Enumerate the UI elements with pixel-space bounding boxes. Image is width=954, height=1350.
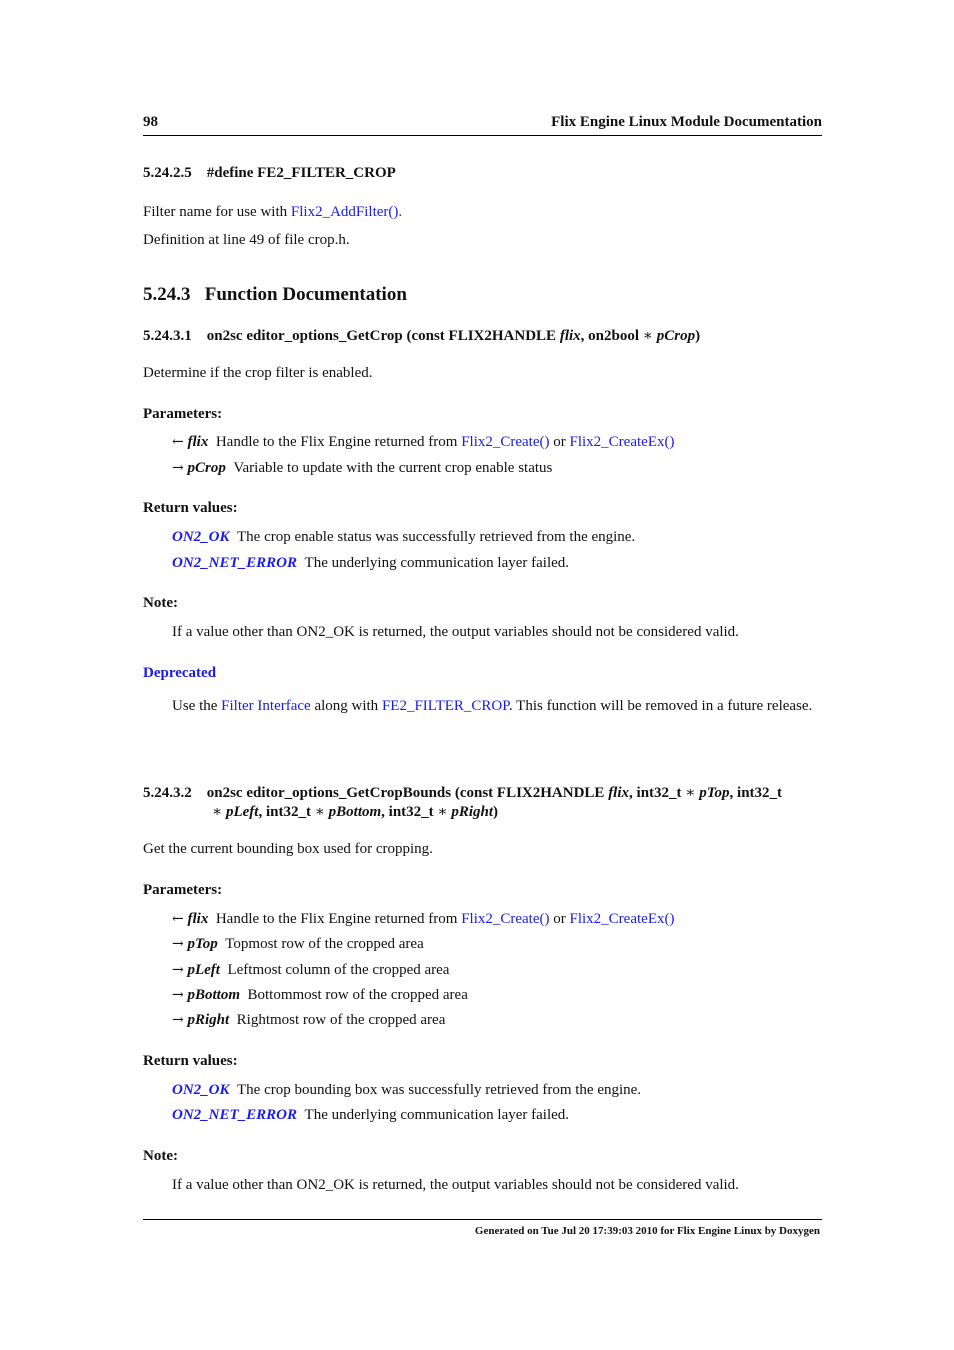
sig-param-pleft: pLeft bbox=[225, 804, 259, 820]
return-text: The underlying communication layer failed. bbox=[304, 1107, 570, 1123]
getcrop-note-text: If a value other than ON2_OK is returned, the output variables should not be considered valid. bbox=[172, 624, 739, 640]
getcropbounds-return-ok bbox=[172, 1082, 641, 1099]
out-arrow-icon: → bbox=[172, 460, 184, 476]
fe2-filter-crop-link[interactable]: FE2_FILTER_CROP bbox=[381, 698, 509, 714]
sig-mid: , int32_t bbox=[629, 785, 686, 801]
getcropbounds-note-heading: Note: bbox=[143, 1148, 178, 1164]
getcropbounds-param-pbottom bbox=[172, 987, 468, 1004]
getcropbounds-param-pright bbox=[172, 1012, 445, 1029]
getcrop-sig-mid: , on2bool bbox=[580, 328, 643, 344]
define-number: 5.24.2.5 bbox=[143, 165, 192, 181]
out-arrow-icon: → bbox=[172, 936, 184, 952]
getcrop-description: Determine if the crop filter is enabled. bbox=[143, 365, 373, 381]
sig-mid: , int32_t bbox=[381, 804, 438, 820]
param-text: Variable to update with the current crop enable status bbox=[233, 460, 553, 476]
sig-star: ∗ bbox=[685, 785, 696, 801]
sig-param-pbottom: pBottom bbox=[328, 804, 382, 820]
param-name: pBottom bbox=[187, 987, 240, 1003]
sig-star: ∗ bbox=[437, 804, 448, 820]
page-number: 98 bbox=[143, 114, 158, 130]
getcrop-note-heading: Note: bbox=[143, 595, 178, 611]
definition-line: Definition at line 49 of file crop.h. bbox=[143, 232, 350, 248]
on2-ok-link[interactable]: ON2_OK bbox=[172, 1082, 230, 1098]
getcropbounds-return-net-error bbox=[172, 1107, 569, 1124]
getcropbounds-number: 5.24.3.2 bbox=[143, 785, 192, 801]
deprecated-post: . This function will be removed in a future release. bbox=[508, 698, 813, 714]
running-title: Flix Engine Linux Module Documentation bbox=[551, 114, 822, 130]
getcropbounds-param-flix bbox=[172, 911, 674, 928]
getcrop-params-heading: Parameters: bbox=[143, 406, 223, 422]
on2-net-error-link[interactable]: ON2_NET_ERROR bbox=[172, 1107, 298, 1123]
getcrop-return-ok bbox=[172, 529, 635, 546]
sig-param-ptop: pTop bbox=[699, 785, 730, 801]
sig-prefix: on2sc editor_options_GetCropBounds (const FLIX2HANDLE bbox=[206, 785, 609, 801]
param-name: pCrop bbox=[187, 460, 226, 476]
getcrop-sig-param-flix: flix bbox=[559, 328, 581, 344]
param-text: Leftmost column of the cropped area bbox=[227, 962, 450, 978]
param-text: Handle to the Flix Engine returned from bbox=[215, 434, 462, 450]
param-text: Topmost row of the cropped area bbox=[225, 936, 424, 952]
flix2-create-link[interactable]: Flix2_Create() bbox=[461, 434, 550, 450]
return-text: The crop enable status was successfully retrieved from the engine. bbox=[237, 529, 636, 545]
in-arrow-icon: ← bbox=[172, 434, 184, 450]
getcropbounds-signature-line2 bbox=[212, 802, 498, 821]
filter-interface-link[interactable]: Filter Interface bbox=[221, 698, 311, 714]
param-or: or bbox=[549, 911, 570, 927]
sig-end: ) bbox=[493, 804, 499, 820]
deprecated-mid: along with bbox=[310, 698, 382, 714]
define-title: #define FE2_FILTER_CROP bbox=[206, 165, 396, 181]
getcropbounds-param-ptop bbox=[172, 936, 424, 953]
define-desc-text: Filter name for use with bbox=[143, 204, 291, 220]
getcrop-sig-star: ∗ bbox=[642, 328, 653, 344]
deprecated-pre: Use the bbox=[172, 698, 222, 714]
out-arrow-icon: → bbox=[172, 1012, 184, 1028]
flix2-createex-link[interactable]: Flix2_CreateEx() bbox=[569, 434, 675, 450]
on2-net-error-link[interactable]: ON2_NET_ERROR bbox=[172, 555, 298, 571]
sig-star: ∗ bbox=[314, 804, 325, 820]
getcrop-sig-param-pcrop: pCrop bbox=[656, 328, 696, 344]
getcropbounds-returns-heading: Return values: bbox=[143, 1053, 238, 1069]
getcrop-sig-prefix: on2sc editor_options_GetCrop (const FLIX2HANDLE bbox=[206, 328, 560, 344]
function-doc-heading bbox=[143, 284, 407, 306]
getcrop-param-pcrop bbox=[172, 460, 552, 477]
getcrop-returns-heading: Return values: bbox=[143, 500, 238, 516]
define-description bbox=[143, 204, 402, 221]
out-arrow-icon: → bbox=[172, 987, 184, 1003]
param-name: flix bbox=[187, 911, 209, 927]
sig-mid: , int32_t bbox=[258, 804, 315, 820]
getcrop-deprecated-text bbox=[172, 696, 822, 716]
getcropbounds-param-pleft bbox=[172, 962, 449, 979]
in-arrow-icon: ← bbox=[172, 911, 184, 927]
header-rule bbox=[143, 135, 822, 136]
return-text: The crop bounding box was successfully retrieved from the engine. bbox=[237, 1082, 642, 1098]
sig-star: ∗ bbox=[212, 804, 223, 820]
footer-text: Generated on Tue Jul 20 17:39:03 2010 for Flix Engine Linux by Doxygen bbox=[474, 1225, 820, 1237]
param-name: pTop bbox=[187, 936, 218, 952]
define-heading bbox=[143, 165, 396, 182]
flix2-create-link[interactable]: Flix2_Create() bbox=[461, 911, 550, 927]
param-name: pRight bbox=[187, 1012, 230, 1028]
footer-rule bbox=[143, 1219, 822, 1220]
getcrop-signature bbox=[143, 326, 700, 345]
getcrop-number: 5.24.3.1 bbox=[143, 328, 192, 344]
param-text: Bottommost row of the cropped area bbox=[247, 987, 468, 1003]
param-name: pLeft bbox=[187, 962, 220, 978]
sig-param-flix: flix bbox=[608, 785, 630, 801]
param-or: or bbox=[549, 434, 570, 450]
getcrop-return-net-error bbox=[172, 555, 569, 572]
function-doc-number: 5.24.3 bbox=[143, 284, 191, 305]
out-arrow-icon: → bbox=[172, 962, 184, 978]
getcrop-param-flix bbox=[172, 434, 674, 451]
sig-param-pright: pRight bbox=[451, 804, 494, 820]
on2-ok-link[interactable]: ON2_OK bbox=[172, 529, 230, 545]
deprecated-link[interactable]: Deprecated bbox=[143, 665, 217, 681]
flix2-createex-link[interactable]: Flix2_CreateEx() bbox=[569, 911, 675, 927]
function-doc-title: Function Documentation bbox=[204, 284, 407, 305]
flix2-addfilter-link[interactable]: Flix2_AddFilter(). bbox=[290, 204, 403, 220]
return-text: The underlying communication layer failed. bbox=[304, 555, 570, 571]
param-text: Handle to the Flix Engine returned from bbox=[215, 911, 462, 927]
param-name: flix bbox=[187, 434, 209, 450]
getcropbounds-description: Get the current bounding box used for cropping. bbox=[143, 841, 433, 857]
getcropbounds-params-heading: Parameters: bbox=[143, 882, 223, 898]
getcropbounds-signature-line1 bbox=[143, 783, 782, 802]
getcropbounds-note-text: If a value other than ON2_OK is returned, the output variables should not be considered valid. bbox=[172, 1177, 739, 1193]
sig-tail: , int32_t bbox=[729, 785, 783, 801]
getcrop-sig-end: ) bbox=[695, 328, 701, 344]
param-text: Rightmost row of the cropped area bbox=[236, 1012, 446, 1028]
